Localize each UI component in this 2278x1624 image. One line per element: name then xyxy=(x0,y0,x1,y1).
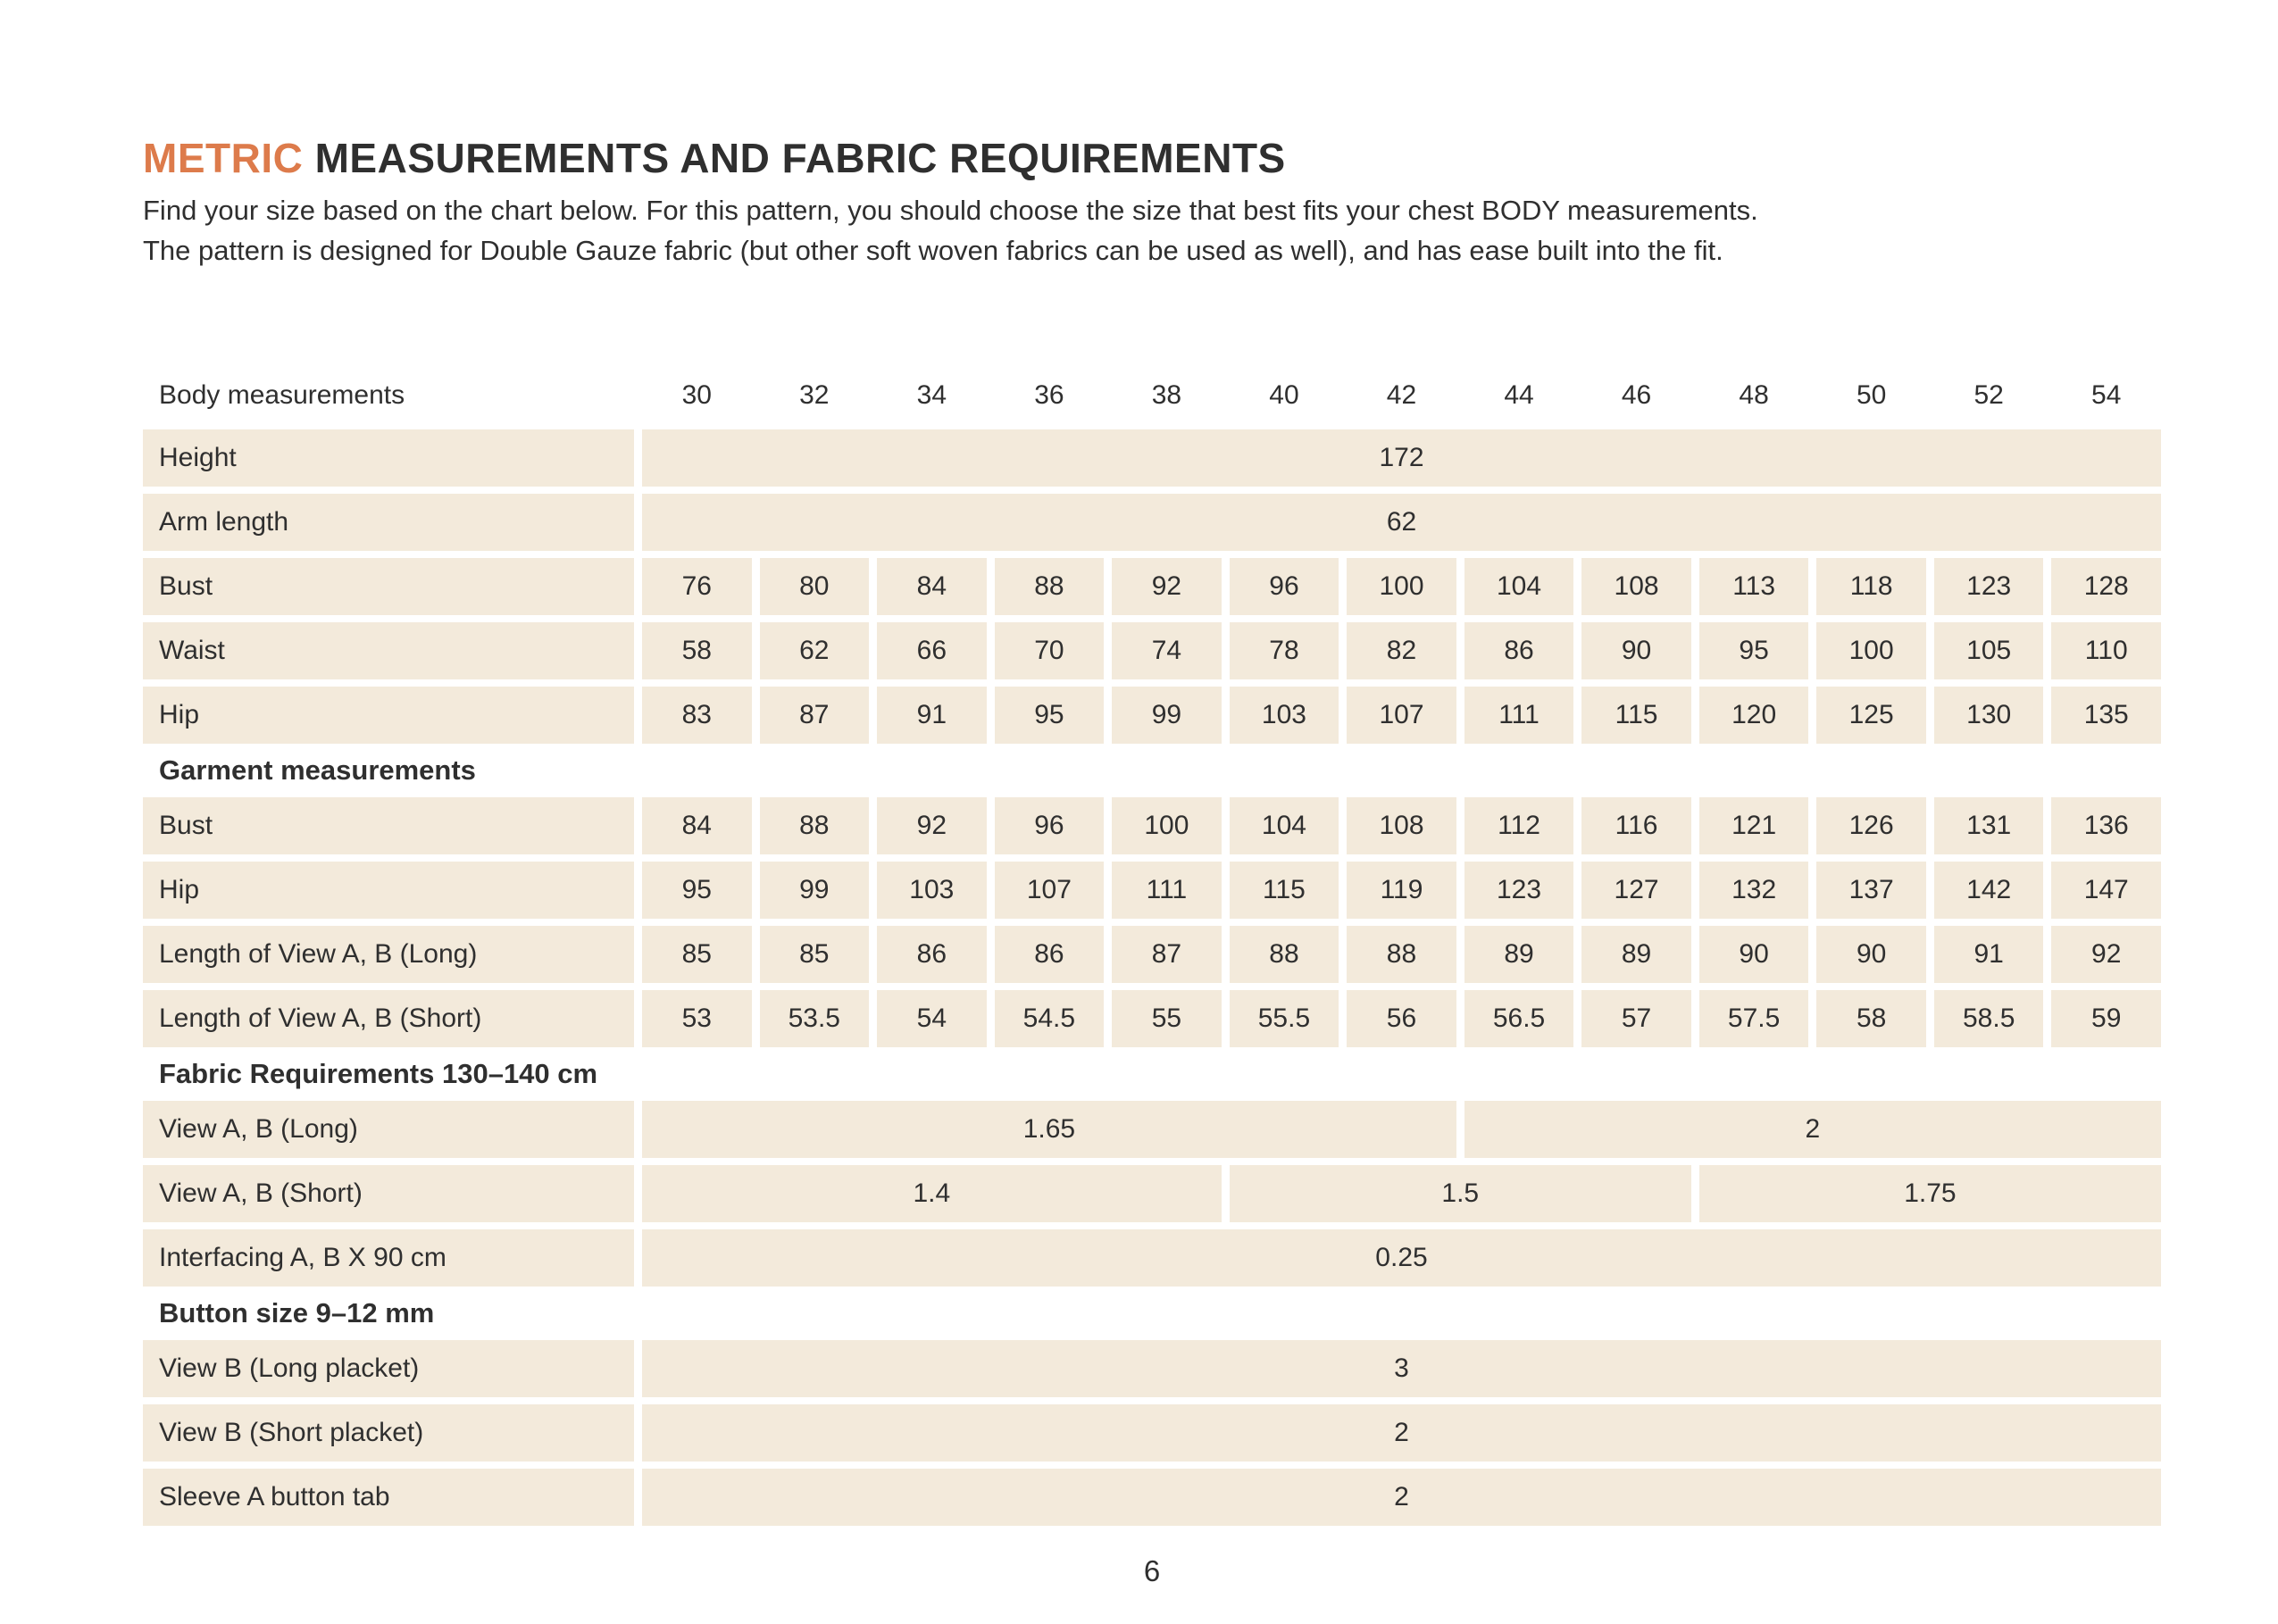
value-cell: 86 xyxy=(995,926,1105,983)
value-cell: 91 xyxy=(877,687,987,744)
value-cell: 115 xyxy=(1230,862,1339,919)
value-cell: 89 xyxy=(1464,926,1574,983)
table-row xyxy=(143,1404,2161,1462)
value-cell: 172 xyxy=(642,429,2161,487)
row-label: Sleeve A button tab xyxy=(143,1469,634,1526)
table-row xyxy=(143,862,2161,919)
table-row xyxy=(143,1165,2161,1222)
value-cell: 95 xyxy=(642,862,752,919)
value-cell: 103 xyxy=(1230,687,1339,744)
table-header-row xyxy=(143,371,2161,421)
value-cell: 54.5 xyxy=(995,990,1105,1047)
value-cell: 3 xyxy=(642,1340,2161,1397)
value-cell: 104 xyxy=(1230,797,1339,854)
value-cell: 1.5 xyxy=(1230,1165,1691,1222)
size-table xyxy=(143,371,2161,1526)
value-cell: 87 xyxy=(760,687,870,744)
value-cell: 54 xyxy=(877,990,987,1047)
value-cell: 90 xyxy=(1581,622,1691,679)
value-cell: 1.75 xyxy=(1699,1165,2161,1222)
value-cell: 57 xyxy=(1581,990,1691,1047)
value-cell: 105 xyxy=(1934,622,2044,679)
value-cell: 130 xyxy=(1934,687,2044,744)
value-cell: 104 xyxy=(1464,558,1574,615)
value-cell: 100 xyxy=(1347,558,1456,615)
intro-text xyxy=(143,190,2161,271)
row-label: View A, B (Long) xyxy=(143,1101,634,1158)
value-cell: 76 xyxy=(642,558,752,615)
value-cell: 131 xyxy=(1934,797,2044,854)
value-cell: 88 xyxy=(1347,926,1456,983)
table-row xyxy=(143,622,2161,679)
page-title-highlight: METRIC xyxy=(143,135,304,181)
row-label: Hip xyxy=(143,862,634,919)
value-cell: 55 xyxy=(1112,990,1222,1047)
page-number: 6 xyxy=(1143,1554,1161,1587)
value-cell: 111 xyxy=(1112,862,1222,919)
value-cell: 2 xyxy=(1464,1101,2161,1158)
table-row xyxy=(143,558,2161,615)
value-cell: 57.5 xyxy=(1699,990,1809,1047)
value-cell: 95 xyxy=(1699,622,1809,679)
value-cell: 147 xyxy=(2051,862,2161,919)
value-cell: 2 xyxy=(642,1404,2161,1462)
row-label: View B (Long placket) xyxy=(143,1340,634,1397)
size-column-header: 34 xyxy=(916,380,947,410)
value-cell: 88 xyxy=(1230,926,1339,983)
section-header: Fabric Requirements 130–140 cm xyxy=(159,1058,598,1089)
table-row xyxy=(143,990,2161,1047)
table-row xyxy=(143,429,2161,487)
value-cell: 126 xyxy=(1816,797,1926,854)
value-cell: 56 xyxy=(1347,990,1456,1047)
table-row xyxy=(143,1340,2161,1397)
value-cell: 103 xyxy=(877,862,987,919)
value-cell: 142 xyxy=(1934,862,2044,919)
value-cell: 116 xyxy=(1581,797,1691,854)
table-header-label: Body measurements xyxy=(159,380,405,410)
value-cell: 74 xyxy=(1112,622,1222,679)
value-cell: 66 xyxy=(877,622,987,679)
value-cell: 118 xyxy=(1816,558,1926,615)
value-cell: 86 xyxy=(877,926,987,983)
value-cell: 137 xyxy=(1816,862,1926,919)
page-title-rest: MEASUREMENTS AND FABRIC REQUIREMENTS xyxy=(314,135,1286,181)
table-row xyxy=(143,1101,2161,1158)
value-cell: 92 xyxy=(1112,558,1222,615)
value-cell: 125 xyxy=(1816,687,1926,744)
intro-line: The pattern is designed for Double Gauze fabric (but other soft woven fabrics can be used as well), and has ease built into the fit. xyxy=(143,235,1723,266)
value-cell: 132 xyxy=(1699,862,1809,919)
row-label: Length of View A, B (Long) xyxy=(143,926,634,983)
value-cell: 62 xyxy=(642,494,2161,551)
value-cell: 89 xyxy=(1581,926,1691,983)
page-title xyxy=(143,134,2161,183)
row-label: Arm length xyxy=(143,494,634,551)
value-cell: 95 xyxy=(995,687,1105,744)
size-column-header: 44 xyxy=(1504,380,1534,410)
size-column-header: 46 xyxy=(1621,380,1652,410)
size-column-header: 54 xyxy=(2091,380,2122,410)
value-cell: 90 xyxy=(1816,926,1926,983)
value-cell: 62 xyxy=(760,622,870,679)
value-cell: 70 xyxy=(995,622,1105,679)
size-column-header: 38 xyxy=(1151,380,1182,410)
row-label: Bust xyxy=(143,558,634,615)
intro-line: Find your size based on the chart below. For this pattern, you should choose the size that best fits your chest BODY measurements. xyxy=(143,195,1758,226)
value-cell: 82 xyxy=(1347,622,1456,679)
row-label: Waist xyxy=(143,622,634,679)
value-cell: 100 xyxy=(1816,622,1926,679)
value-cell: 90 xyxy=(1699,926,1809,983)
value-cell: 84 xyxy=(877,558,987,615)
value-cell: 58.5 xyxy=(1934,990,2044,1047)
row-label: Length of View A, B (Short) xyxy=(143,990,634,1047)
value-cell: 85 xyxy=(760,926,870,983)
value-cell: 0.25 xyxy=(642,1229,2161,1287)
value-cell: 120 xyxy=(1699,687,1809,744)
size-column-header: 32 xyxy=(799,380,830,410)
table-row xyxy=(143,1229,2161,1287)
value-cell: 88 xyxy=(760,797,870,854)
row-label: Height xyxy=(143,429,634,487)
size-column-header: 42 xyxy=(1386,380,1417,410)
value-cell: 84 xyxy=(642,797,752,854)
row-label: View B (Short placket) xyxy=(143,1404,634,1462)
value-cell: 91 xyxy=(1934,926,2044,983)
value-cell: 99 xyxy=(1112,687,1222,744)
value-cell: 78 xyxy=(1230,622,1339,679)
value-cell: 121 xyxy=(1699,797,1809,854)
value-cell: 128 xyxy=(2051,558,2161,615)
value-cell: 108 xyxy=(1347,797,1456,854)
value-cell: 86 xyxy=(1464,622,1574,679)
row-label: Hip xyxy=(143,687,634,744)
value-cell: 110 xyxy=(2051,622,2161,679)
value-cell: 92 xyxy=(2051,926,2161,983)
value-cell: 107 xyxy=(1347,687,1456,744)
value-cell: 80 xyxy=(760,558,870,615)
value-cell: 99 xyxy=(760,862,870,919)
value-cell: 111 xyxy=(1464,687,1574,744)
value-cell: 115 xyxy=(1581,687,1691,744)
table-row xyxy=(143,1469,2161,1526)
size-column-header: 30 xyxy=(681,380,712,410)
value-cell: 1.4 xyxy=(642,1165,1222,1222)
value-cell: 123 xyxy=(1934,558,2044,615)
value-cell: 100 xyxy=(1112,797,1222,854)
value-cell: 83 xyxy=(642,687,752,744)
row-label: View A, B (Short) xyxy=(143,1165,634,1222)
value-cell: 96 xyxy=(995,797,1105,854)
value-cell: 123 xyxy=(1464,862,1574,919)
value-cell: 135 xyxy=(2051,687,2161,744)
value-cell: 2 xyxy=(642,1469,2161,1526)
row-label: Interfacing A, B X 90 cm xyxy=(143,1229,634,1287)
value-cell: 112 xyxy=(1464,797,1574,854)
value-cell: 127 xyxy=(1581,862,1691,919)
table-row xyxy=(143,926,2161,983)
row-label: Bust xyxy=(143,797,634,854)
value-cell: 53.5 xyxy=(760,990,870,1047)
value-cell: 56.5 xyxy=(1464,990,1574,1047)
value-cell: 53 xyxy=(642,990,752,1047)
value-cell: 119 xyxy=(1347,862,1456,919)
table-row xyxy=(143,494,2161,551)
value-cell: 58 xyxy=(642,622,752,679)
value-cell: 96 xyxy=(1230,558,1339,615)
value-cell: 108 xyxy=(1581,558,1691,615)
section-header: Garment measurements xyxy=(159,754,476,786)
value-cell: 113 xyxy=(1699,558,1809,615)
size-column-header: 50 xyxy=(1856,380,1887,410)
value-cell: 87 xyxy=(1112,926,1222,983)
value-cell: 92 xyxy=(877,797,987,854)
size-column-header: 48 xyxy=(1739,380,1769,410)
value-cell: 85 xyxy=(642,926,752,983)
value-cell: 88 xyxy=(995,558,1105,615)
value-cell: 136 xyxy=(2051,797,2161,854)
size-column-header: 52 xyxy=(1973,380,2004,410)
size-column-header: 40 xyxy=(1269,380,1299,410)
table-row xyxy=(143,797,2161,854)
section-header: Button size 9–12 mm xyxy=(159,1297,435,1328)
value-cell: 55.5 xyxy=(1230,990,1339,1047)
value-cell: 1.65 xyxy=(642,1101,1456,1158)
size-column-header: 36 xyxy=(1034,380,1064,410)
value-cell: 107 xyxy=(995,862,1105,919)
value-cell: 59 xyxy=(2051,990,2161,1047)
table-row xyxy=(143,687,2161,744)
value-cell: 58 xyxy=(1816,990,1926,1047)
